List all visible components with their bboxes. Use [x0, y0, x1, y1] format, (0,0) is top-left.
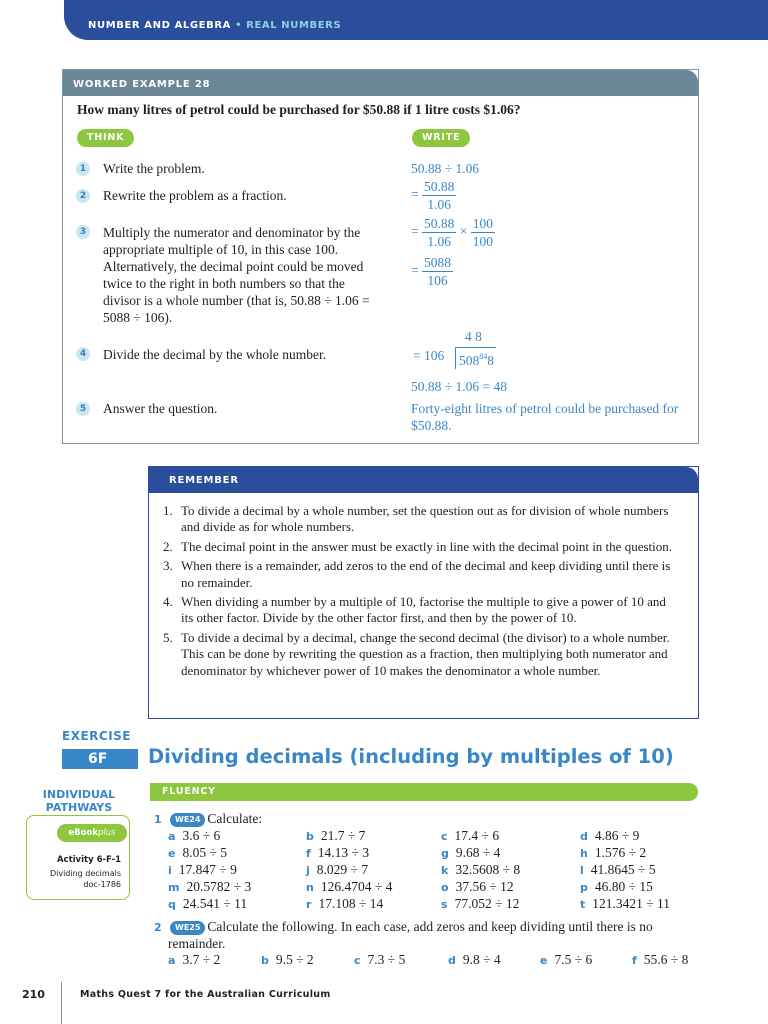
working-fraction-1: = $\frac{50.88}{1.06}$ [411, 179, 455, 212]
page-header [64, 0, 768, 40]
worked-example-tag[interactable]: WE24 [170, 813, 205, 827]
question-part [354, 951, 405, 969]
part-letter: b [306, 830, 314, 843]
part-expression: 7.5 ÷ 6 [554, 952, 593, 967]
remember-item: 2. The decimal point in the answer must be exactly in line with the decimal point in the question. [163, 538, 672, 554]
part-letter: d [448, 954, 456, 967]
question-part [306, 827, 365, 845]
remember-item: 5. To divide a decimal by a decimal, change the second decimal (the divisor) to a whole number. This can be done by rewriting the question as a fraction, then multiplying both numerator and denominator by whichever power of 10 makes the denominator a whole number. [163, 629, 670, 678]
part-expression: 32.5608 ÷ 8 [455, 862, 521, 877]
fraction: $\frac{5088}{106}$ [424, 255, 451, 288]
step-text: Divide the decimal by the whole number. [103, 347, 327, 362]
question-part [580, 844, 646, 862]
part-expression: 9.8 ÷ 4 [462, 952, 501, 967]
individual-pathways-title: INDIVIDUAL PATHWAYS [42, 788, 116, 814]
fraction: $\frac{50.88}{1.06}$ [424, 179, 455, 212]
step-number: 4 [76, 347, 90, 361]
part-expression: 8.05 ÷ 5 [182, 845, 228, 860]
step-text: Answer the question. [103, 401, 218, 416]
part-expression: 41.8645 ÷ 5 [590, 862, 656, 877]
header-strand: NUMBER AND ALGEBRA [88, 20, 231, 31]
working-answer: Forty-eight litres of petrol could be purchased for $50.88. [411, 401, 679, 433]
part-letter: g [441, 847, 449, 860]
question-number: 2 [154, 921, 162, 934]
part-expression: 3.6 ÷ 6 [182, 828, 221, 843]
remember-item: 3. When there is a remainder, add zeros to the end of the decimal and keep dividing until there is no remainder. [163, 558, 671, 590]
question-part [168, 951, 220, 969]
part-expression: 21.7 ÷ 7 [320, 828, 366, 843]
question-1-stem: WE24 Calculate: [170, 810, 262, 827]
header-section: REAL NUMBERS [246, 20, 342, 31]
step-number: 2 [76, 189, 90, 203]
question-part [580, 895, 670, 913]
division-dividend: $508^{84}8$ [455, 347, 496, 369]
page-number: 210 [22, 988, 45, 1001]
part-letter: d [580, 830, 588, 843]
question-part [168, 895, 247, 913]
remember-box [148, 466, 699, 719]
working-line-1: 50.88 ÷ 1.06 [411, 161, 480, 176]
part-letter: e [540, 954, 548, 967]
activity-title[interactable]: Activity 6-F-1 [56, 855, 121, 865]
part-expression: 126.4704 ÷ 4 [320, 879, 393, 894]
part-expression: 14.13 ÷ 3 [317, 845, 370, 860]
part-letter: a [168, 954, 176, 967]
question-part [168, 878, 251, 896]
part-letter: j [306, 864, 310, 877]
division-quotient: 4 8 [465, 329, 482, 344]
write-label: WRITE [412, 129, 470, 147]
step-number: 3 [76, 225, 90, 239]
worked-example-question: How many litres of petrol could be purchased for $50.88 if 1 litre costs $1.06? [77, 102, 521, 117]
part-letter: e [168, 847, 176, 860]
part-expression: 4.86 ÷ 9 [594, 828, 640, 843]
ebook-plus-logo[interactable]: eBookplus [57, 824, 127, 842]
part-expression: 3.7 ÷ 2 [182, 952, 221, 967]
question-2-stem-cont: remainder. [168, 936, 226, 951]
part-letter: c [441, 830, 448, 843]
remember-item: 1. To divide a decimal by a whole number, set the question out as for division of whole numbers and divide as for whole numbers. [163, 503, 669, 535]
division-divisor: = 106 [413, 348, 445, 363]
worked-example-tag[interactable]: WE25 [170, 921, 205, 935]
activity-details: Dividing decimals doc-1786 [49, 869, 121, 889]
exercise-title: Dividing decimals (including by multiples of 10) [148, 745, 674, 768]
question-part [306, 844, 369, 862]
part-expression: 121.3421 ÷ 11 [592, 896, 671, 911]
part-expression: 7.3 ÷ 5 [367, 952, 406, 967]
working-result: 50.88 ÷ 1.06 = 48 [411, 379, 508, 394]
part-letter: l [580, 864, 584, 877]
part-expression: 9.5 ÷ 2 [275, 952, 314, 967]
question-part [580, 861, 656, 879]
question-part [540, 951, 592, 969]
part-expression: 1.576 ÷ 2 [594, 845, 647, 860]
part-letter: h [580, 847, 588, 860]
part-letter: k [441, 864, 449, 877]
part-letter: b [261, 954, 269, 967]
step-text: Write the problem. [103, 161, 205, 176]
question-part [441, 844, 500, 862]
question-part [168, 861, 237, 879]
question-part [306, 878, 392, 896]
part-letter: n [306, 881, 314, 894]
question-part [168, 827, 220, 845]
worked-example-title-bar [63, 70, 698, 96]
step-text: Multiply the numerator and denominator by the appropriate multiple of 10, in this case 100. Alternatively, the decimal point could be moved twice to the right in both numbers so that the divisor is a whole number (that is, 50.88 ÷ 1.06 = 5088 ÷ 106). [103, 225, 370, 325]
think-label: THINK [77, 129, 134, 147]
question-part [441, 878, 514, 896]
part-expression: 8.029 ÷ 7 [316, 862, 369, 877]
part-expression: 24.541 ÷ 11 [182, 896, 248, 911]
question-part [441, 861, 520, 879]
worked-example-title: WORKED EXAMPLE 28 [73, 79, 211, 90]
step-text: Rewrite the problem as a fraction. [103, 188, 287, 203]
footer-divider [61, 982, 62, 1024]
part-letter: m [168, 881, 180, 894]
part-expression: 37.56 ÷ 12 [455, 879, 514, 894]
header-breadcrumb: NUMBER AND ALGEBRA • REAL NUMBERS [88, 20, 342, 31]
remember-item: 4. When dividing a number by a multiple of 10, factorise the multiple to give a power of 10 and its other factor. Divide by the other factor first, and then by the power of 10. [163, 594, 666, 626]
fraction: $\frac{100}{100}$ [472, 216, 493, 249]
part-expression: 55.6 ÷ 8 [643, 952, 689, 967]
remember-title: REMEMBER [169, 475, 239, 486]
exercise-label: EXERCISE [62, 729, 131, 743]
question-part [261, 951, 314, 969]
question-part [580, 878, 653, 896]
part-letter: i [168, 864, 172, 877]
question-part [632, 951, 688, 969]
question-part [306, 895, 383, 913]
question-part [580, 827, 639, 845]
question-part [306, 861, 368, 879]
question-part [441, 895, 519, 913]
part-letter: q [168, 898, 176, 911]
question-part [448, 951, 501, 969]
step-number: 5 [76, 402, 90, 416]
part-expression: 17.847 ÷ 9 [178, 862, 237, 877]
part-letter: a [168, 830, 176, 843]
part-letter: f [306, 847, 311, 860]
part-letter: c [354, 954, 361, 967]
fluency-label: FLUENCY [162, 786, 216, 797]
step-number: 1 [76, 162, 90, 176]
ebook-resource-box [26, 815, 130, 900]
worked-example-box [62, 69, 699, 444]
exercise-code: 6F [62, 749, 138, 769]
fluency-bar [150, 783, 698, 801]
part-expression: 46.80 ÷ 15 [594, 879, 653, 894]
part-letter: o [441, 881, 449, 894]
remember-list [163, 503, 681, 682]
question-part [168, 844, 227, 862]
working-fraction-2: = $\frac{50.88}{1.06}$ × $\frac{100}{100}$ [411, 216, 493, 249]
question-part [441, 827, 499, 845]
part-letter: f [632, 954, 637, 967]
part-letter: s [441, 898, 448, 911]
part-letter: r [306, 898, 312, 911]
part-expression: 20.5782 ÷ 3 [186, 879, 252, 894]
part-letter: p [580, 881, 588, 894]
part-expression: 17.108 ÷ 14 [318, 896, 384, 911]
question-number: 1 [154, 813, 162, 826]
fraction: $\frac{50.88}{1.06}$ [424, 216, 455, 249]
working-fraction-3: = $\frac{5088}{106}$ [411, 255, 451, 288]
part-letter: t [580, 898, 586, 911]
part-expression: 9.68 ÷ 4 [455, 845, 501, 860]
book-title: Maths Quest 7 for the Australian Curriculum [80, 989, 331, 1000]
remember-title-bar [149, 467, 698, 493]
part-expression: 17.4 ÷ 6 [454, 828, 500, 843]
part-expression: 77.052 ÷ 12 [454, 896, 520, 911]
question-2-stem: WE25 Calculate the following. In each case, add zeros and keep dividing until there is no [170, 918, 653, 935]
